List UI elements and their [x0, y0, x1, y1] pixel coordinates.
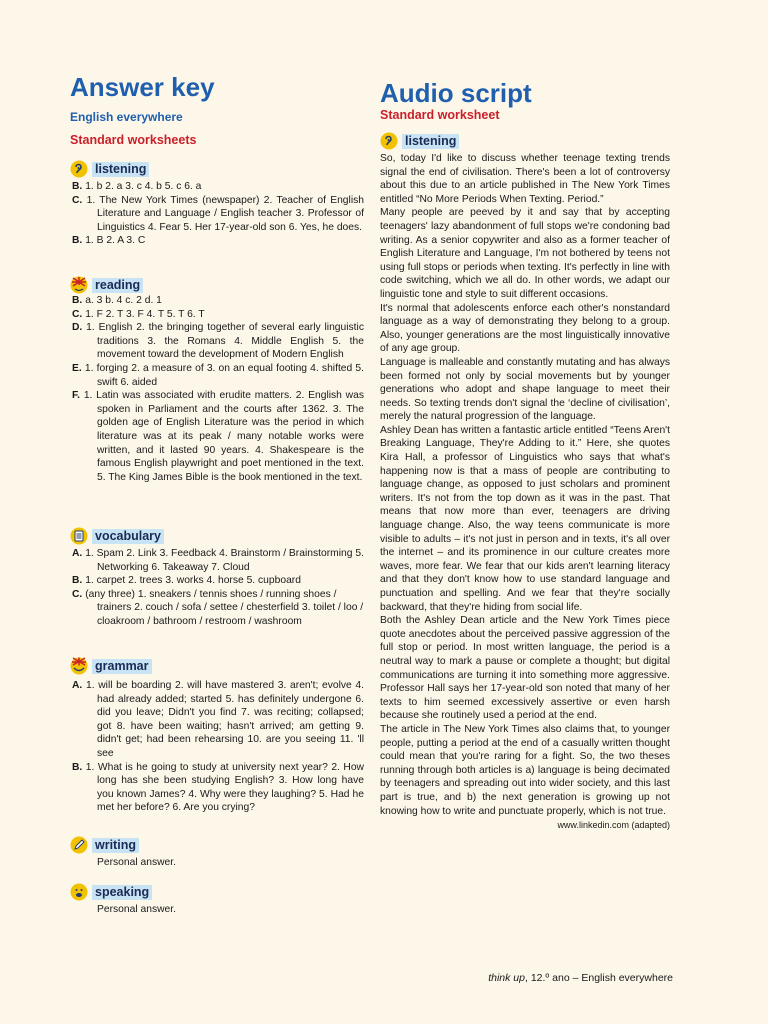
- answer-line: C. (any three) 1. sneakers / tennis shoes / running shoes / trainers 2. couch / sofa / settee / chesterfield 3. toilet / loo / cloakroom / bathroom / restroom / washroom: [72, 588, 364, 627]
- section-listening: [70, 160, 149, 178]
- section-audio-listening-label: listening: [402, 134, 459, 149]
- answer-line: E. 1. forging 2. a measure of 3. on an equal footing 4. shifted 5. swift 6. aided: [72, 362, 364, 388]
- answer-line: C. 1. F 2. T 3. F 4. T 5. T 6. T: [72, 308, 205, 320]
- section-grammar: [70, 657, 152, 675]
- answer-line: B. 1. carpet 2. trees 3. works 4. horse 5. cupboard: [72, 575, 301, 587]
- answer-key-subtitle: English everywhere: [70, 110, 183, 124]
- pencil-icon: [70, 836, 88, 854]
- script-paragraph: The article in The New York Times also claims that, to younger people, putting a period at the end of a casually written thought could mean that you're raring for a fight. So, the two theses running through both articles is a) language is being decimated by teenagers and spreading out into wider society, and this last part is true, and b) the next generation is growing up not knowing how to write and punctuate properly, which is not true.: [380, 723, 670, 817]
- answer-line: D. 1. English 2. the bringing together of several early linguistic traditions 3. the Romans 4. Middle English 5. the movement toward the development of Modern English: [72, 322, 364, 361]
- audio-script-title: Audio script: [380, 78, 532, 108]
- answer-key-title: Answer key: [70, 72, 215, 102]
- section-speaking: [70, 883, 152, 901]
- grammar-answers: [72, 679, 364, 815]
- answer-line: C. 1. The New York Times (newspaper) 2. Teacher of English Literature and Language / English teacher 3. Professor of Linguistics 4. Fear 5. Her 17-year-old son 6. Yes, he does.: [72, 194, 364, 233]
- script-paragraph: Ashley Dean has written a fantastic article entitled “Teens Aren't Breaking Language, They're Adding to it.” Here, she quotes Kira Hall, a professor of Linguistics who says that what's happening now is that a mass of people are contributing to language change, as opposed to just scholars and prominent writers. It's not from the top down as it was in the past. That means that now more than ever, teenagers are driving language change. Also, the way teens communicate is more visible to adults – it's not just in person and in texts, it's all over the internet – and its prominence in our culture creates more waves, more fear. We fear that our kids aren't learning literacy and that they don't know how to use standard language and punctuation and spelling. And we fear that they're socially backward, that they're hiding from social life.: [380, 424, 670, 613]
- uk-flag-smile-icon: [70, 657, 88, 675]
- section-audio-listening: [380, 132, 459, 150]
- ear-icon: [70, 160, 88, 178]
- audio-script-body: [380, 152, 670, 833]
- script-paragraph: So, today I'd like to discuss whether teenage texting trends signal the end of civilisation. There's been a lot of controversy about this due to an article published in The New York Times entitled “No More Periods When Texting. Period.”: [380, 153, 670, 205]
- reading-answers: [72, 294, 364, 484]
- section-reading: [70, 276, 143, 294]
- list-face-icon: [70, 527, 88, 545]
- answer-line: B. a. 3 b. 4 c. 2 d. 1: [72, 295, 162, 306]
- script-paragraph: Both the Ashley Dean article and the New York Times piece quote anecdotes about the perceived passive aggression of the full stop or period. In most written language, the period is a neutral way to mark a pause or complete a thought; but digital communications are turning it into something more aggressive. Professor Hall says her 17-year-old son noted that many of her texts to him seemed excessively assertive or even harsh because she routinely used a period at the end.: [380, 615, 670, 722]
- section-reading-label: reading: [92, 278, 143, 293]
- section-grammar-label: grammar: [92, 659, 152, 674]
- section-speaking-label: speaking: [92, 885, 152, 900]
- writing-answer: Personal answer.: [97, 857, 176, 868]
- footer-text: , 12.º ano – English everywhere: [524, 972, 673, 984]
- answer-line: A. 1. Spam 2. Link 3. Feedback 4. Brainstorm / Brainstorming 5. Networking 6. Takeaway 7. Cloud: [72, 548, 364, 573]
- page-footer: [488, 972, 673, 984]
- ear-icon: [380, 132, 398, 150]
- script-paragraph: Language is malleable and constantly mutating and has always been formed not only by social movements but by younger generations who adopt and shape language to meet their needs. So texting trends don't signal the ‘decline of civilisation’, merely the natural progression of the language.: [380, 356, 670, 423]
- section-writing-label: writing: [92, 838, 139, 853]
- script-paragraph: It's normal that adolescents enforce each other's nonstandard language as a way of demonstrating they belong to a group. Also, younger generations are the most linguistically innovative of any age group.: [380, 302, 670, 355]
- answer-line: B. 1. B 2. A 3. C: [72, 235, 146, 247]
- answer-line: B. 1. What is he going to study at university next year? 2. How long has she been studying English? 3. How long have you known James? 4. Why were they laughing? 5. Had he met her before? 6. Are you crying?: [72, 761, 364, 814]
- speaking-face-icon: [70, 883, 88, 901]
- vocabulary-answers: [72, 547, 364, 629]
- section-writing: [70, 836, 139, 854]
- listening-answers: [72, 180, 364, 248]
- footer-book-title: think up: [488, 972, 525, 984]
- source-credit: www.linkedin.com (adapted): [557, 820, 670, 831]
- section-vocabulary-label: vocabulary: [92, 529, 164, 544]
- section-listening-label: listening: [92, 162, 149, 177]
- answer-key-worksheets-label: Standard worksheets: [70, 133, 197, 147]
- script-paragraph: Many people are peeved by it and say that by accepting teenagers' lazy abandonment of full stops we're condoning bad writing. As a senior copywriter and also as a former teacher of English Literature and Language, I'm not bothered by teens not using full stops or periods when texting. It's perfectly in line with code switching, which we all do. In other words, we adapt our linguistic tone and style to suit different occasions.: [380, 207, 670, 300]
- speaking-answer: Personal answer.: [97, 904, 176, 915]
- section-vocabulary: [70, 527, 164, 545]
- audio-script-subtitle: Standard worksheet: [380, 108, 500, 122]
- answer-line: F. 1. Latin was associated with erudite matters. 2. English was spoken in Parliament and the courts after 1362. 3. The golden age of English Literature was the period in which literature was at its peak / many notable works were written, and it lasted 90 years. 4. Shakespeare is the famous English playwright and poet mentioned in the text. 5. The King James Bible is the book mentioned in the text.: [72, 390, 364, 483]
- uk-flag-face-icon: [70, 276, 88, 294]
- answer-line: B. 1. b 2. a 3. c 4. b 5. c 6. a: [72, 181, 202, 192]
- answer-line: A. 1. will be boarding 2. will have mastered 3. aren't; evolve 4. had already added; started 5. has definitely undergone 6. did you leave; Didn't you find 7. was reciting; collapsed; got 8. have been waiting; hasn't arrived; am getting 9. didn't get; had been rehearsing 10. are you seeing 11. 'll see: [72, 680, 364, 759]
